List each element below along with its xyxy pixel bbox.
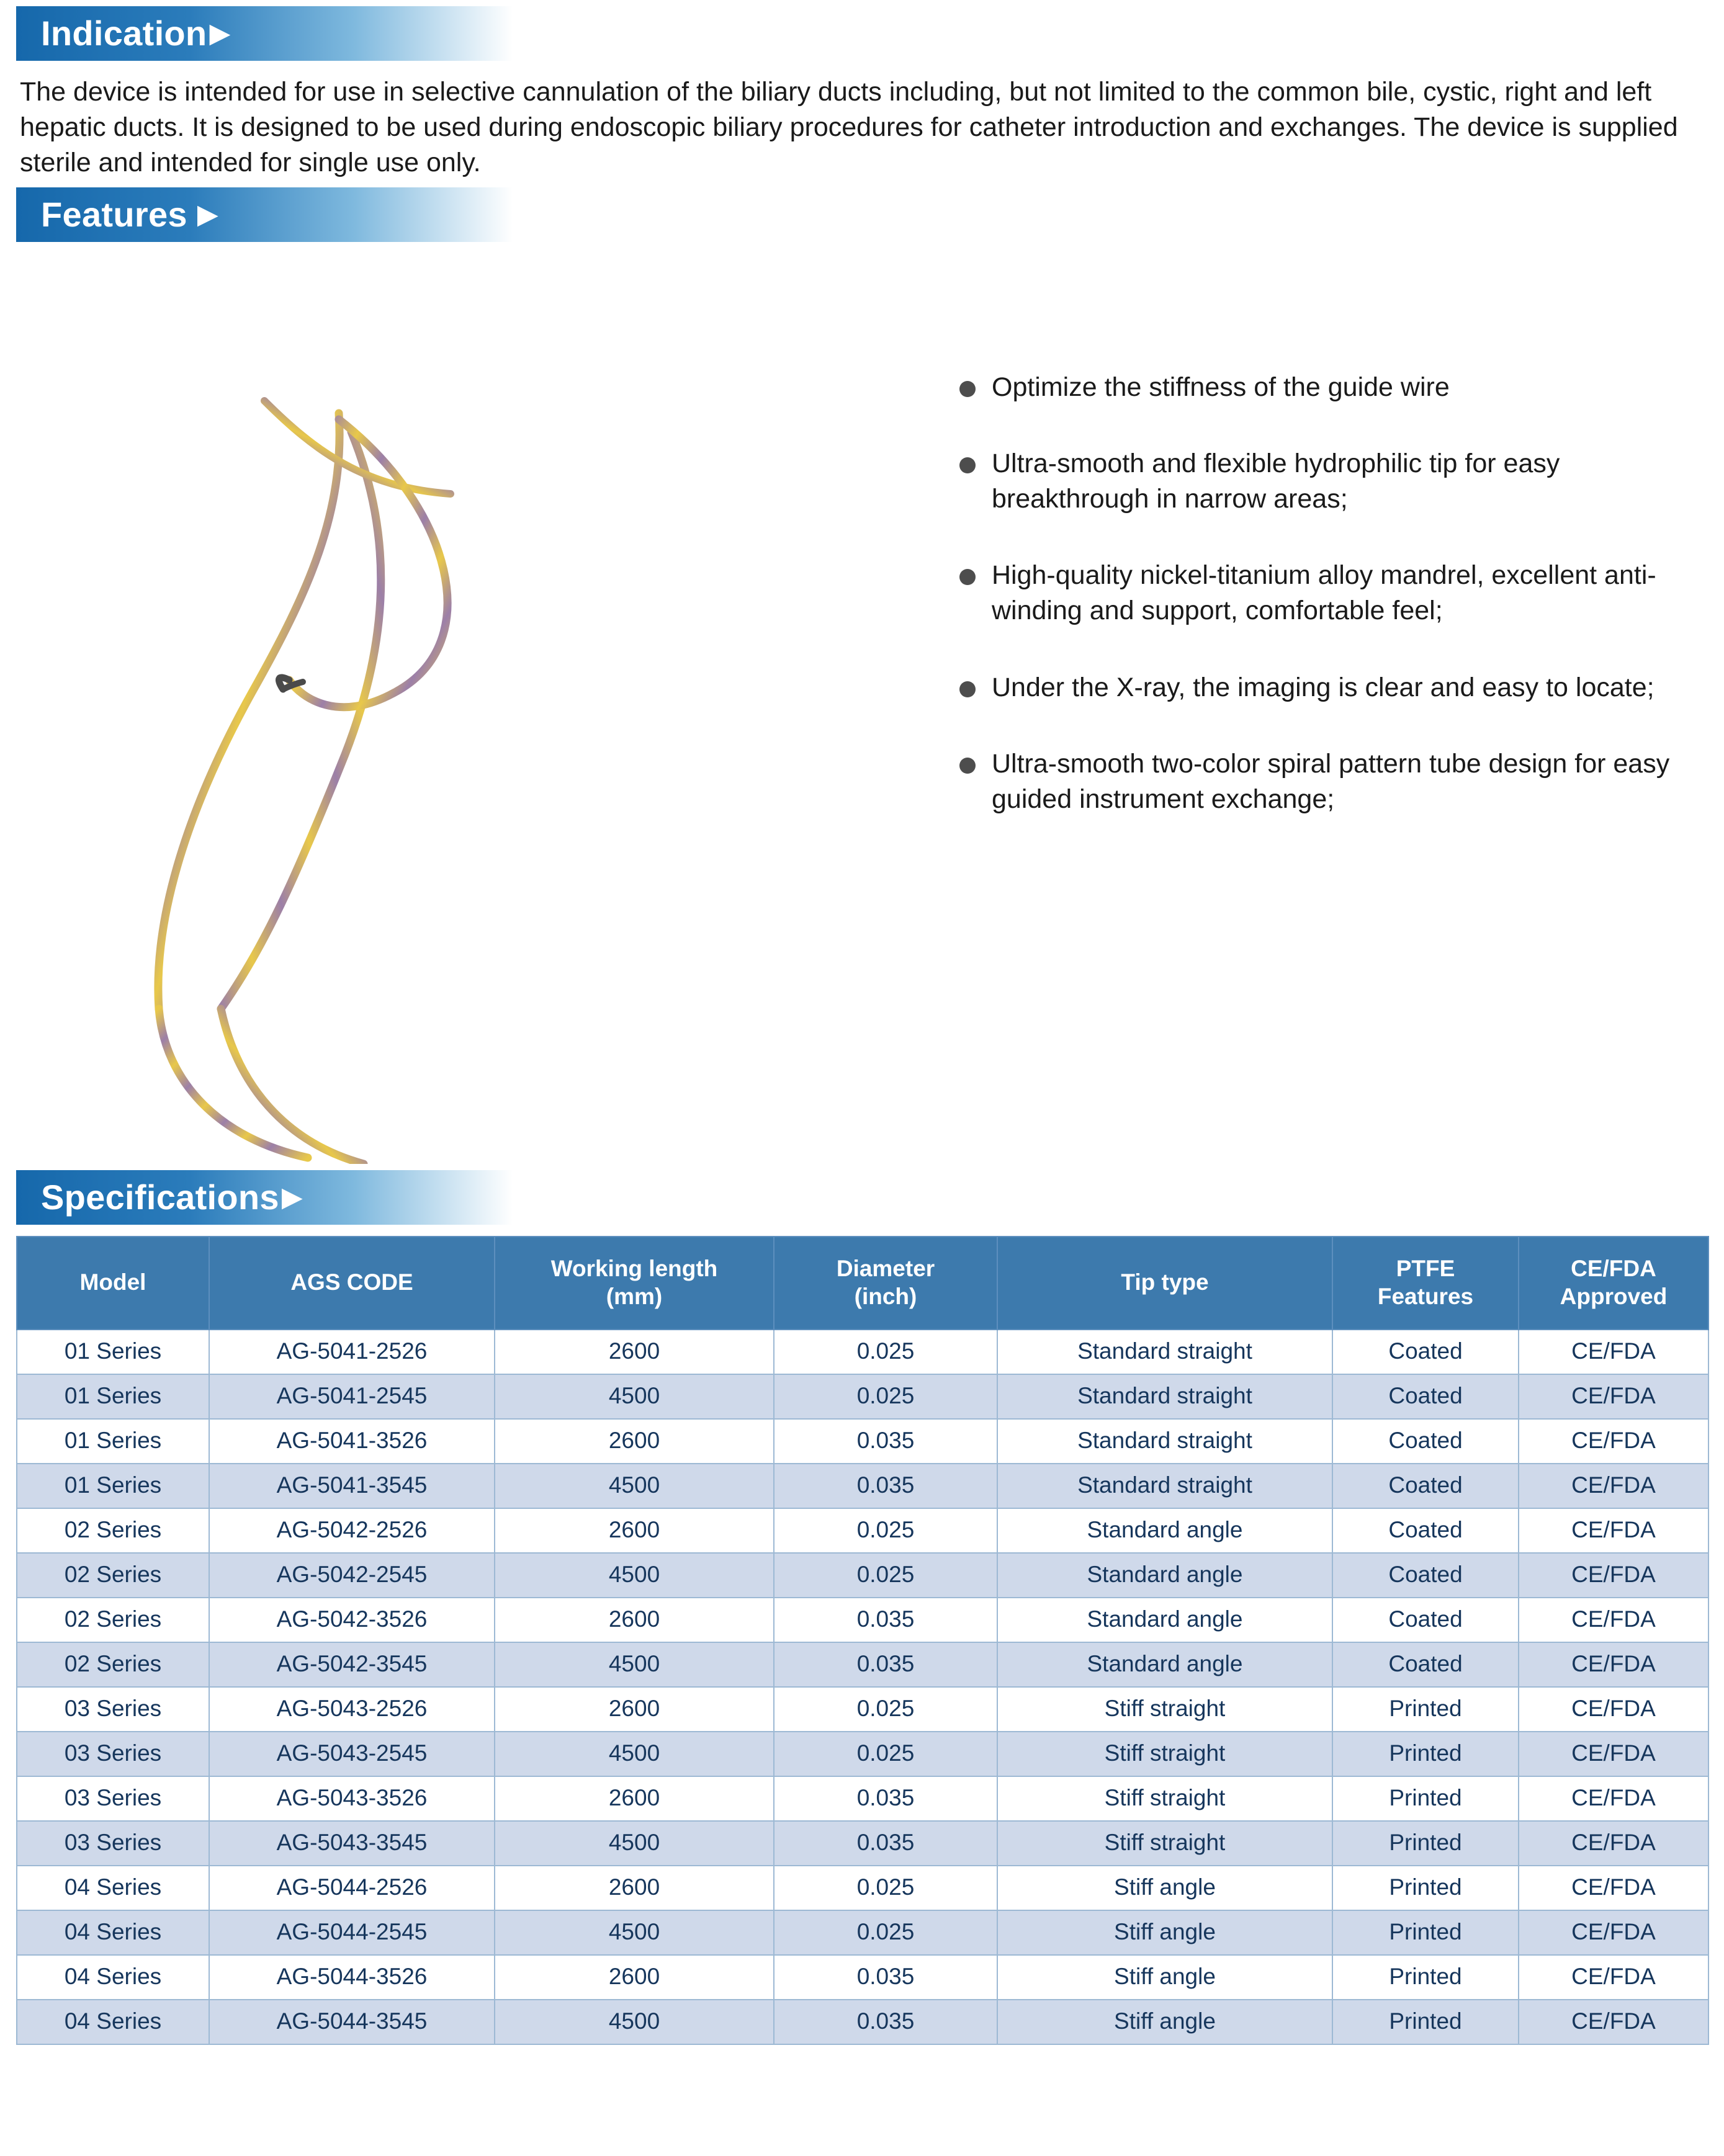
cell-ags-code: AG-5042-3545 [209,1642,495,1687]
cell-ags-code: AG-5044-2526 [209,1866,495,1910]
cell-model: 02 Series [17,1598,209,1642]
cell-ags-code: AG-5042-2545 [209,1553,495,1598]
cell-ptfe-features: Printed [1332,1732,1519,1776]
table-row [17,1910,1708,1955]
cell-working-length: 4500 [495,1553,774,1598]
cell-ags-code: AG-5043-2526 [209,1687,495,1732]
feature-text: High-quality nickel-titanium alloy mandrel, excellent anti-winding and support, comfortable feel; [992,560,1656,626]
cell-ce-fda: CE/FDA [1519,1553,1708,1598]
cell-tip-type: Stiff angle [997,1866,1332,1910]
cell-ptfe-features: Coated [1332,1598,1519,1642]
table-row [17,1866,1708,1910]
feature-text: Ultra-smooth and flexible hydrophilic tip for easy breakthrough in narrow areas; [992,448,1560,514]
table-row [17,1821,1708,1866]
table-row [17,1955,1708,2000]
cell-ags-code: AG-5041-3526 [209,1419,495,1464]
cell-working-length: 2600 [495,1598,774,1642]
cell-ce-fda: CE/FDA [1519,1508,1708,1553]
cell-working-length: 4500 [495,2000,774,2044]
table-row [17,1732,1708,1776]
features-list [959,246,1708,859]
cell-model: 01 Series [17,1464,209,1508]
cell-ce-fda: CE/FDA [1519,1642,1708,1687]
cell-working-length: 4500 [495,1732,774,1776]
indication-paragraph: The device is intended for use in selective cannulation of the biliary ducts including, but not limited to the common bile, cystic, right and left hepatic ducts. It is designed to be used during endoscopic biliary procedures for catheter introduction and exchanges. The device is supplied sterile and intended for single use only. [20,77,1678,178]
specifications-table [16,1236,1709,2045]
cell-tip-type: Standard angle [997,1553,1332,1598]
cell-tip-type: Stiff angle [997,1910,1332,1955]
list-item [959,446,1689,517]
cell-ptfe-features: Printed [1332,1866,1519,1910]
cell-working-length: 4500 [495,1910,774,1955]
cell-tip-type: Stiff angle [997,2000,1332,2044]
header-line: PTFE [1396,1256,1455,1282]
table-row [17,1374,1708,1419]
cell-ags-code: AG-5041-2526 [209,1330,495,1374]
cell-ce-fda: CE/FDA [1519,1910,1708,1955]
table-row [17,1508,1708,1553]
bullet-icon [959,457,976,473]
arrow-right-icon: ▶ [197,199,218,230]
cell-tip-type: Standard straight [997,1464,1332,1508]
table-row [17,1330,1708,1374]
list-item [959,746,1689,817]
cell-model: 03 Series [17,1821,209,1866]
header-line: CE/FDA [1571,1256,1656,1282]
column-header-ags-code [209,1237,495,1330]
section-title-features: Features [41,194,187,234]
cell-diameter: 0.025 [774,1910,997,1955]
table-row [17,1598,1708,1642]
table-body [17,1330,1708,2044]
list-item [959,670,1689,705]
cell-tip-type: Standard straight [997,1419,1332,1464]
cell-ce-fda: CE/FDA [1519,1955,1708,2000]
arrow-right-icon: ▶ [209,18,231,48]
cell-working-length: 2600 [495,1776,774,1821]
cell-tip-type: Standard angle [997,1642,1332,1687]
cell-working-length: 2600 [495,1330,774,1374]
cell-tip-type: Stiff straight [997,1732,1332,1776]
cell-ags-code: AG-5043-3545 [209,1821,495,1866]
header-line: Approved [1560,1283,1668,1309]
header-line: AGS CODE [290,1269,413,1295]
cell-tip-type: Standard angle [997,1508,1332,1553]
cell-model: 01 Series [17,1330,209,1374]
section-header-indication [16,6,1708,61]
cell-ce-fda: CE/FDA [1519,1687,1708,1732]
table-row [17,1776,1708,1821]
cell-ptfe-features: Coated [1332,1419,1519,1464]
cell-diameter: 0.035 [774,1419,997,1464]
cell-tip-type: Stiff straight [997,1821,1332,1866]
cell-ptfe-features: Printed [1332,2000,1519,2044]
cell-ags-code: AG-5043-2545 [209,1732,495,1776]
table-header-row [17,1237,1708,1330]
cell-diameter: 0.025 [774,1330,997,1374]
cell-ags-code: AG-5041-2545 [209,1374,495,1419]
cell-working-length: 4500 [495,1821,774,1866]
cell-ags-code: AG-5043-3526 [209,1776,495,1821]
header-line: (mm) [606,1283,663,1309]
header-line: (inch) [854,1283,917,1309]
column-header-ptfe-features [1332,1237,1519,1330]
cell-diameter: 0.035 [774,1821,997,1866]
cell-ptfe-features: Coated [1332,1374,1519,1419]
cell-working-length: 2600 [495,1419,774,1464]
cell-ptfe-features: Coated [1332,1464,1519,1508]
cell-ce-fda: CE/FDA [1519,1598,1708,1642]
cell-diameter: 0.035 [774,1464,997,1508]
guide-wire-photo [16,246,959,1164]
cell-ce-fda: CE/FDA [1519,1866,1708,1910]
cell-working-length: 2600 [495,1508,774,1553]
cell-model: 03 Series [17,1776,209,1821]
cell-tip-type: Stiff straight [997,1687,1332,1732]
cell-model: 02 Series [17,1553,209,1598]
cell-working-length: 2600 [495,1687,774,1732]
table-row [17,1687,1708,1732]
cell-ptfe-features: Coated [1332,1642,1519,1687]
column-header-working-length [495,1237,774,1330]
header-line: Tip type [1121,1269,1209,1295]
table-row [17,2000,1708,2044]
cell-diameter: 0.025 [774,1508,997,1553]
cell-model: 03 Series [17,1732,209,1776]
feature-text: Ultra-smooth two-color spiral pattern tube design for easy guided instrument exchange; [992,748,1670,814]
cell-working-length: 2600 [495,1955,774,2000]
cell-ce-fda: CE/FDA [1519,1419,1708,1464]
cell-ptfe-features: Coated [1332,1553,1519,1598]
cell-ce-fda: CE/FDA [1519,1464,1708,1508]
cell-model: 04 Series [17,1866,209,1910]
bullet-icon [959,569,976,585]
cell-tip-type: Stiff angle [997,1955,1332,2000]
list-item [959,558,1689,628]
list-item [959,370,1689,405]
cell-ptfe-features: Coated [1332,1508,1519,1553]
cell-model: 02 Series [17,1508,209,1553]
cell-ptfe-features: Printed [1332,1776,1519,1821]
cell-diameter: 0.025 [774,1374,997,1419]
cell-ags-code: AG-5044-2545 [209,1910,495,1955]
cell-working-length: 4500 [495,1464,774,1508]
feature-text: Under the X-ray, the imaging is clear and easy to locate; [992,672,1654,702]
cell-diameter: 0.035 [774,1642,997,1687]
cell-ptfe-features: Printed [1332,1955,1519,2000]
cell-working-length: 2600 [495,1866,774,1910]
cell-working-length: 4500 [495,1374,774,1419]
column-header-diameter [774,1237,997,1330]
section-title-specifications: Specifications [41,1177,279,1217]
cell-diameter: 0.035 [774,1776,997,1821]
table-row [17,1419,1708,1464]
header-line: Diameter [836,1256,935,1282]
cell-tip-type: Standard angle [997,1598,1332,1642]
column-header-tip-type [997,1237,1332,1330]
cell-ce-fda: CE/FDA [1519,1330,1708,1374]
cell-diameter: 0.035 [774,1598,997,1642]
section-title-indication: Indication [41,14,207,53]
cell-tip-type: Standard straight [997,1330,1332,1374]
cell-ce-fda: CE/FDA [1519,1374,1708,1419]
cell-diameter: 0.025 [774,1687,997,1732]
table-row [17,1464,1708,1508]
table-row [17,1642,1708,1687]
cell-ptfe-features: Printed [1332,1821,1519,1866]
header-line: Model [79,1269,146,1295]
cell-ags-code: AG-5044-3545 [209,2000,495,2044]
cell-tip-type: Standard straight [997,1374,1332,1419]
bullet-icon [959,758,976,774]
cell-ce-fda: CE/FDA [1519,2000,1708,2044]
cell-ags-code: AG-5041-3545 [209,1464,495,1508]
features-body [16,246,1708,1164]
section-header-specifications [16,1170,1708,1225]
cell-working-length: 4500 [495,1642,774,1687]
cell-ce-fda: CE/FDA [1519,1821,1708,1866]
cell-tip-type: Stiff straight [997,1776,1332,1821]
header-line: Features [1377,1283,1474,1309]
cell-model: 04 Series [17,1955,209,2000]
product-datasheet-page [0,6,1724,2156]
cell-diameter: 0.025 [774,1732,997,1776]
cell-diameter: 0.035 [774,2000,997,2044]
bullet-icon [959,381,976,397]
cell-ags-code: AG-5042-3526 [209,1598,495,1642]
cell-ptfe-features: Printed [1332,1687,1519,1732]
cell-ptfe-features: Coated [1332,1330,1519,1374]
cell-diameter: 0.025 [774,1866,997,1910]
cell-diameter: 0.025 [774,1553,997,1598]
cell-ce-fda: CE/FDA [1519,1776,1708,1821]
cell-model: 01 Series [17,1419,209,1464]
arrow-right-icon: ▶ [281,1181,303,1212]
header-line: Working length [550,1256,718,1282]
bullet-icon [959,681,976,697]
cell-ags-code: AG-5042-2526 [209,1508,495,1553]
cell-ags-code: AG-5044-3526 [209,1955,495,2000]
cell-model: 03 Series [17,1687,209,1732]
section-header-features [16,187,1708,242]
column-header-model [17,1237,209,1330]
cell-ce-fda: CE/FDA [1519,1732,1708,1776]
specifications-table-wrapper [16,1236,1708,2056]
cell-ptfe-features: Printed [1332,1910,1519,1955]
table-row [17,1553,1708,1598]
column-header-ce-fda-approved [1519,1237,1708,1330]
cell-model: 02 Series [17,1642,209,1687]
table-header [17,1237,1708,1330]
cell-model: 01 Series [17,1374,209,1419]
cell-model: 04 Series [17,1910,209,1955]
cell-diameter: 0.035 [774,1955,997,2000]
feature-text: Optimize the stiffness of the guide wire [992,372,1450,402]
cell-model: 04 Series [17,2000,209,2044]
